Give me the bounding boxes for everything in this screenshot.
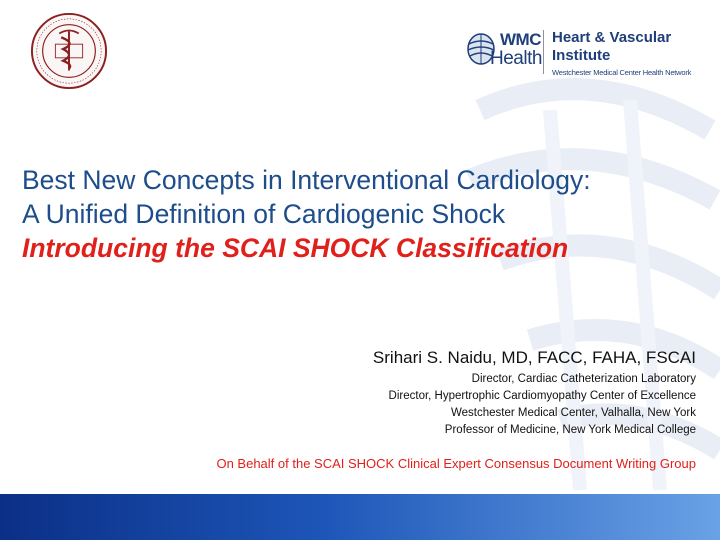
logo-institute-line2: Institute <box>552 47 611 64</box>
author-name: Srihari S. Naidu, MD, FACC, FAHA, FSCAI <box>372 348 696 367</box>
logo-health: Health <box>490 48 542 69</box>
affiliation-line: Director, Cardiac Catheterization Laboratory <box>471 373 696 385</box>
logo-network: Westchester Medical Center Health Network <box>552 68 692 77</box>
affiliation-line: Professor of Medicine, New York Medical College <box>444 424 696 436</box>
footer-band <box>0 494 720 540</box>
slide-title <box>22 163 712 265</box>
logo-institute-line1: Heart & Vascular <box>552 29 672 46</box>
title-line-1: Best New Concepts in Interventional Cardiology: <box>22 165 591 195</box>
logo-divider <box>543 30 544 74</box>
title-line-2: A Unified Definition of Cardiogenic Shock <box>22 199 506 229</box>
college-seal-logo <box>30 12 108 90</box>
affiliation-line: Westchester Medical Center, Valhalla, New York <box>450 407 696 419</box>
author-block <box>373 345 696 439</box>
wmc-health-logo <box>466 28 706 80</box>
affiliation-line: Director, Hypertrophic Cardiomyopathy Center of Excellence <box>388 390 696 402</box>
on-behalf-text: On Behalf of the SCAI SHOCK Clinical Expert Consensus Document Writing Group <box>216 456 696 471</box>
logo-wmc: WMC <box>500 30 541 49</box>
title-subtitle: Introducing the SCAI SHOCK Classification <box>22 233 569 263</box>
